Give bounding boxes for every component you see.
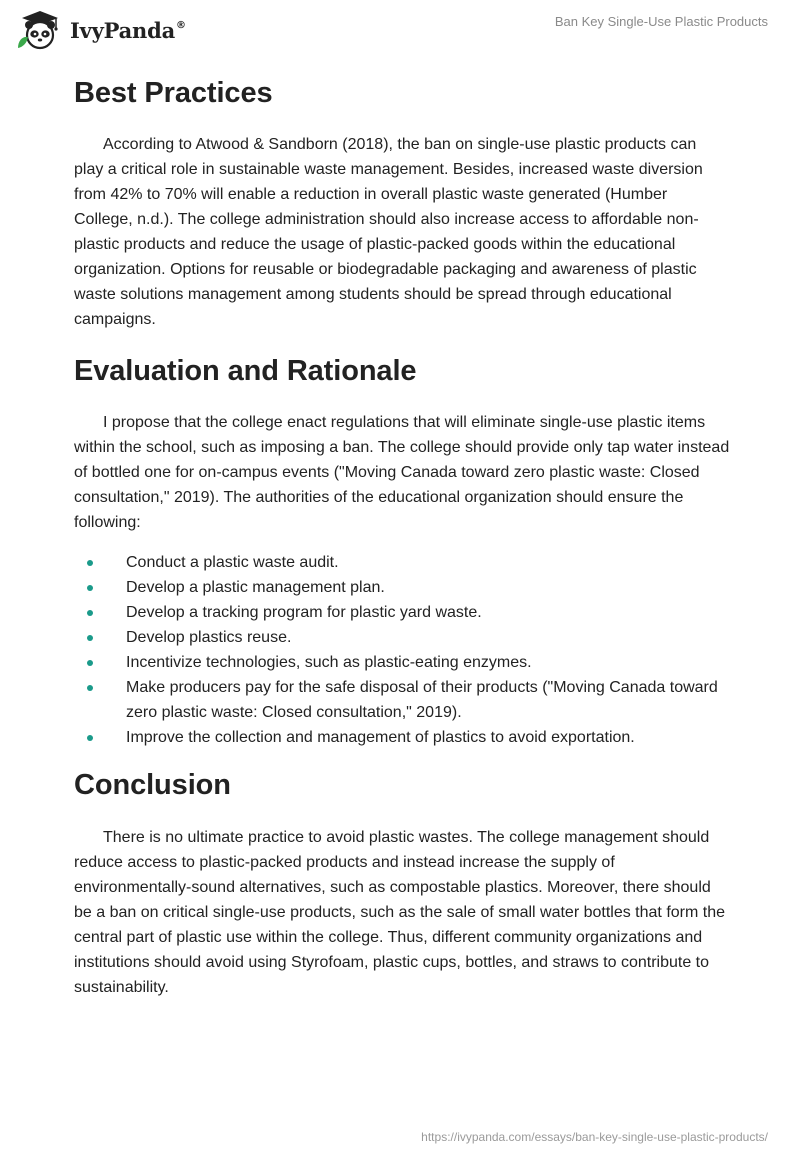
heading-conclusion: Conclusion [74, 769, 231, 801]
bullet-icon [87, 685, 93, 691]
panda-icon [14, 10, 66, 50]
list-item: Make producers pay for the safe disposal of their products ("Moving Canada toward zero plastic waste: Closed consultation," 2019). [74, 675, 730, 725]
bullet-icon [87, 560, 93, 566]
list-item: Develop plastics reuse. [74, 625, 730, 650]
paragraph-conclusion: There is no ultimate practice to avoid plastic wastes. The college management should reduce access to plastic-packed products and instead increase the supply of environmentally-sound alternatives, such as compostable plastics. Moreover, there should be a ban on critical single-use products, such as the sale of small water bottles that form the central part of plastic use within the college. Thus, different community organizations and institutions should avoid using Styrofoam, plastic cups, bottles, and straws to contribute to sustainability. [74, 829, 725, 996]
bullet-icon [87, 735, 93, 741]
bullet-icon [87, 610, 93, 616]
heading-evaluation-rationale: Evaluation and Rationale [74, 355, 417, 387]
recommendations-list [74, 550, 730, 750]
paragraph-best-practices: According to Atwood & Sandborn (2018), the ban on single-use plastic products can play a critical role in sustainable waste management. Besides, increased waste diversion from 42% to 70% will enable a reduction in overall plastic waste generated (Humber College, n.d.). The college administration should also increase access to affordable non-plastic products and reduce the usage of plastic-packed goods within the educational organization. Options for reusable or biodegradable packaging and awareness of plastic waste solutions management among students should be spread through educational campaigns. [74, 136, 703, 328]
source-url[interactable]: https://ivypanda.com/essays/ban-key-single-use-plastic-products/ [421, 1130, 768, 1144]
ivypanda-logo[interactable] [14, 8, 186, 52]
page-header [0, 0, 800, 60]
brand-name: IvyPanda® [70, 17, 186, 43]
document-title: Ban Key Single-Use Plastic Products [554, 14, 768, 29]
essay-body [74, 72, 730, 1000]
list-item: Develop a plastic management plan. [74, 575, 730, 600]
paragraph-evaluation-rationale: I propose that the college enact regulations that will eliminate single-use plastic items within the school, such as imposing a ban. The college should provide only tap water instead of bottled one for on-campus events ("Moving Canada toward zero plastic waste: Closed consultation," 2019). The authorities of the educational organization should ensure the following: [74, 414, 730, 531]
bullet-icon [87, 635, 93, 641]
list-item: Develop a tracking program for plastic yard waste. [74, 600, 730, 625]
heading-best-practices: Best Practices [74, 77, 273, 109]
registered-mark: ® [176, 19, 186, 31]
list-item: Incentivize technologies, such as plastic-eating enzymes. [74, 650, 730, 675]
list-item: Conduct a plastic waste audit. [74, 550, 730, 575]
bullet-icon [87, 585, 93, 591]
list-item: Improve the collection and management of plastics to avoid exportation. [74, 725, 730, 750]
bullet-icon [87, 660, 93, 666]
